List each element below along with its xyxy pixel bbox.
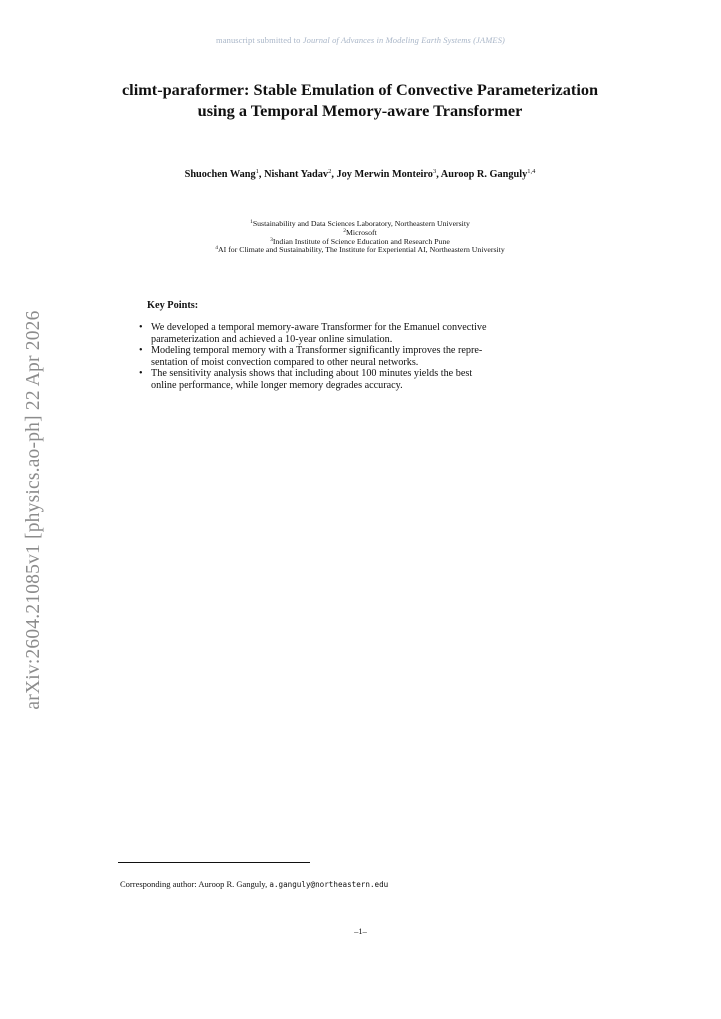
author-list: Shuochen Wang$^1$, Nishant Yadav$^2$, Joy Merwin Monteiro$^3$, Auroop R. Ganguly$^{1,4}$ xyxy=(184,168,536,180)
header-journal-name: Journal of Advances in Modeling Earth Systems (JAMES) xyxy=(302,35,505,45)
key-point-line: Modeling temporal memory with a Transformer significantly improves the repre- xyxy=(151,345,483,356)
key-point-item xyxy=(138,322,594,345)
author-name: Shuochen Wang xyxy=(184,169,256,180)
author-affiliation-mark: 1,4 xyxy=(527,168,536,175)
key-point-item xyxy=(138,368,594,391)
key-point-line: We developed a temporal memory-aware Transformer for the Emanuel convective xyxy=(151,322,487,333)
footnote-divider xyxy=(118,862,310,863)
key-point-line: The sensitivity analysis shows that including about 100 minutes yields the best xyxy=(151,368,473,379)
running-header xyxy=(0,35,721,45)
footnote-label: Corresponding author: Auroop R. Ganguly, xyxy=(120,879,268,889)
affiliation: $^1$Sustainability and Data Sciences Laboratory, Northeastern University xyxy=(250,219,470,228)
arxiv-stamp: arXiv:2604.21085v1 [physics.ao-ph] 22 Apr 2026 xyxy=(23,310,44,710)
affiliation: $^3$Indian Institute of Science Education and Research Pune xyxy=(270,236,450,246)
paper-title: climt-paraformer: Stable Emulation of Convective Parameterization using a Temporal Memory-aware Transformer xyxy=(121,80,599,120)
author-name: Nishant Yadav xyxy=(264,169,329,180)
author-affiliation-mark: 1 xyxy=(255,168,259,175)
bullet-icon: • xyxy=(139,345,143,356)
key-point-line: parameterization and achieved a 10-year online simulation. xyxy=(151,333,393,345)
author-name: Joy Merwin Monteiro xyxy=(336,169,433,180)
key-points-heading: Key Points: xyxy=(147,300,199,311)
author-affiliation-mark: 2 xyxy=(328,168,332,175)
affiliation-list xyxy=(110,220,610,255)
bullet-icon: • xyxy=(139,322,143,333)
affiliation: $^2$Microsoft xyxy=(343,227,377,237)
corresponding-author-footnote xyxy=(120,879,388,889)
bullet-icon: • xyxy=(139,368,143,379)
key-point-line: sentation of moist convection compared to other neural networks. xyxy=(151,356,419,368)
affiliation: $^4$AI for Climate and Sustainability, The Institute for Experiential AI, Northeastern University xyxy=(215,245,505,255)
corresponding-email-link[interactable]: a.ganguly@northeastern.edu xyxy=(269,880,389,889)
key-points-list xyxy=(138,322,594,391)
author-name: Auroop R. Ganguly xyxy=(440,169,528,180)
key-point-item xyxy=(138,345,594,368)
key-point-line: online performance, while longer memory degrades accuracy. xyxy=(151,379,403,391)
page-number: –1– xyxy=(354,926,367,936)
header-prefix: manuscript submitted to xyxy=(216,35,301,45)
author-affiliation-mark: 3 xyxy=(432,168,437,175)
